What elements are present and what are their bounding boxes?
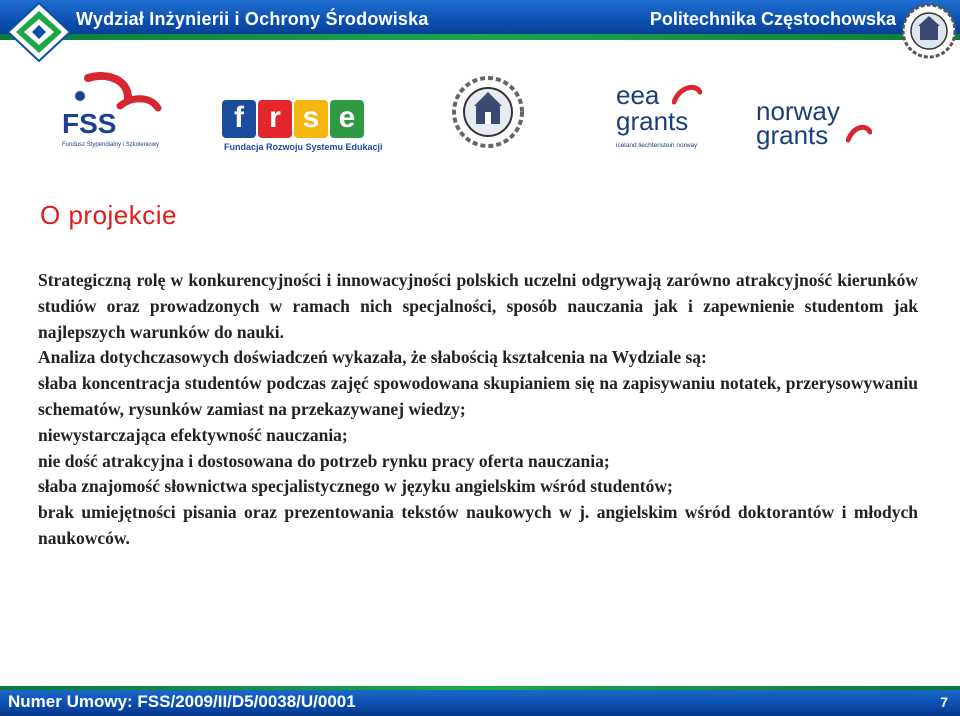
eea-caption: iceland liechtenstein norway	[616, 142, 698, 149]
body-paragraph-intro: Strategiczną rolę w konkurencyjności i innowacyjności polskich uczelni odgrywają zarówno atrakcyjność kierunków studiów oraz prowadzonych w ramach nich specjalności, sposób nauczania jak i zapewnienie studentom jak najlepszych warunków do nauki.	[38, 270, 918, 342]
slide-body	[38, 268, 918, 552]
norway-swoosh-icon	[846, 122, 872, 146]
frse-logo	[222, 100, 383, 156]
eea-word: eea	[616, 80, 660, 110]
frse-caption: Fundacja Rozwoju Systemu Edukacji	[224, 142, 383, 152]
frse-f-block: f	[222, 100, 256, 138]
eea-grants-word: grants	[616, 106, 689, 136]
body-weakness-3: nie dość atrakcyjna i dostosowana do potrzeb rynku pracy oferta nauczania;	[38, 450, 610, 471]
eea-grants-logo	[616, 80, 726, 160]
body-weakness-5: brak umiejętności pisania oraz prezentowania tekstów naukowych w j. angielskim wśród doktorantów i młodych naukowców.	[38, 502, 918, 548]
norway-grants-logo	[756, 96, 876, 166]
body-weakness-2: niewystarczająca efektywność nauczania;	[38, 424, 348, 445]
slide-title: O projekcie	[40, 200, 177, 230]
norway-grants-word: grants	[756, 120, 829, 150]
university-crest-icon	[902, 2, 956, 60]
university-name: Politechnika Częstochowska	[649, 9, 896, 29]
fss-wordmark: FSS	[62, 108, 117, 139]
frse-wordmark	[222, 100, 364, 140]
footer-bar	[0, 686, 960, 716]
footer-accent-stripe	[0, 686, 960, 690]
frse-r-block: r	[258, 100, 292, 138]
agreement-number: Numer Umowy: FSS/2009/II/D5/0038/U/0001	[8, 692, 356, 711]
fss-caption: Fundusz Stypendialny i Szkoleniowy	[62, 142, 160, 148]
frse-s-block: s	[294, 100, 328, 138]
faculty-logo-icon	[6, 1, 72, 63]
fss-logo	[58, 72, 168, 152]
norway-word: norway	[756, 96, 840, 126]
frse-e-block: e	[330, 100, 364, 138]
university-crest-large-icon	[452, 72, 524, 152]
header-accent-stripe	[0, 34, 960, 40]
header-bar	[0, 0, 960, 40]
sponsor-logos	[0, 68, 960, 168]
body-paragraph-analysis: Analiza dotychczasowych doświadczeń wykazała, że słabością kształcenia na Wydziale są:	[38, 347, 707, 368]
faculty-name: Wydział Inżynierii i Ochrony Środowiska	[76, 9, 429, 29]
page-number: 7	[940, 694, 948, 710]
eea-swoosh-icon	[672, 82, 702, 108]
body-weakness-4: słaba znajomość słownictwa specjalistycznego w języku angielskim wśród studentów;	[38, 476, 673, 497]
body-weakness-1: słaba koncentracja studentów podczas zajęć spowodowana skupianiem się na zapisywaniu notatek, przerysowywaniu schematów, rysunków zamiast na przekazywanej wiedzy;	[38, 373, 918, 419]
